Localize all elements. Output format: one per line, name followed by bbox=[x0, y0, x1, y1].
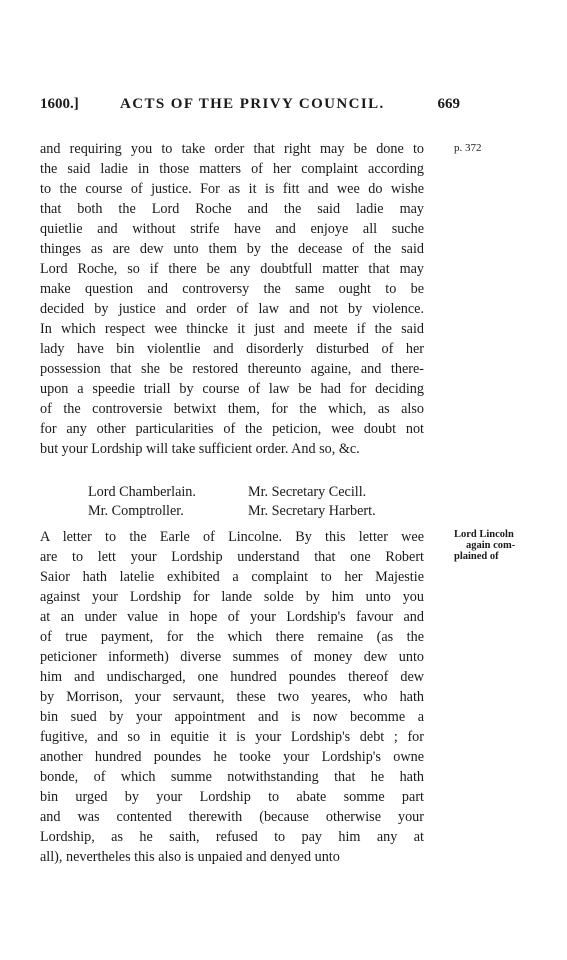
signatories bbox=[88, 483, 376, 521]
text-line: make question and controversy the same ought to be bbox=[40, 281, 424, 297]
text-line: all), nevertheles this also is unpaied and denyed unto bbox=[40, 849, 340, 865]
margin-note-line: plained of bbox=[454, 551, 499, 562]
text-line: Lord Roche, so if there be any doubtfull matter that may bbox=[40, 261, 424, 277]
running-header bbox=[40, 96, 460, 116]
text-line: and was contented therewith (because otherwise your bbox=[40, 809, 424, 825]
header-year: 1600.] bbox=[40, 96, 79, 112]
margin-note-line: again com- bbox=[466, 540, 516, 551]
text-line: of true payment, for the which there remaine (as the bbox=[40, 629, 424, 645]
text-line: fugitive, and so in equitie it is your Lordship's debt ; for bbox=[40, 729, 424, 745]
text-line: In which respect wee thincke it just and meete if the said bbox=[40, 321, 424, 337]
text-line: at an under value in hope of your Lordship's favour and bbox=[40, 609, 424, 625]
signatory: Lord Chamberlain. bbox=[88, 484, 196, 500]
text-line: and requiring you to take order that right may be done to bbox=[40, 141, 424, 157]
text-line: him and undischarged, one hundred poundes thereof dew bbox=[40, 669, 424, 685]
paragraph-roche-letter bbox=[40, 139, 424, 459]
text-line: are to lett your Lordship understand that one Robert bbox=[40, 549, 424, 565]
text-line: bonde, of which summe notwithstanding that he hath bbox=[40, 769, 424, 785]
signatory: Mr. Secretary Harbert. bbox=[248, 503, 376, 519]
text-line: peticioner informeth) diverse summes of money dew unto bbox=[40, 649, 424, 665]
text-line: thinges as are dew unto them by the decease of the said bbox=[40, 241, 424, 257]
text-line: that both the Lord Roche and the said ladie may bbox=[40, 201, 424, 217]
text-line: the said ladie in those matters of her complaint according bbox=[40, 161, 424, 177]
text-line: to the course of justice. For as it is fitt and wee do wishe bbox=[40, 181, 424, 197]
text-line: Saior hath latelie exhibited a complaint to her Majestie bbox=[40, 569, 424, 585]
text-line: bin urged by your Lordship to abate somme part bbox=[40, 789, 424, 805]
margin-note-lincoln bbox=[454, 529, 515, 562]
signatory-row bbox=[88, 483, 376, 502]
text-line: possession that she be restored thereunto againe, and there- bbox=[40, 361, 424, 377]
signatory: Mr. Comptroller. bbox=[88, 503, 184, 519]
text-line: quietlie and without strife have and enjoye all suche bbox=[40, 221, 424, 237]
page-number: 669 bbox=[437, 96, 460, 112]
text-line: for any other particularities of the peticion, wee doubt not bbox=[40, 421, 424, 437]
text-line: bin sued by your appointment and is now becomme a bbox=[40, 709, 424, 725]
margin-page-reference: p. 372 bbox=[454, 142, 482, 154]
text-line: by Morrison, your servaunt, these two yeares, who hath bbox=[40, 689, 424, 705]
text-line: another hundred poundes he tooke your Lordship's owne bbox=[40, 749, 424, 765]
text-line: Lordship, as he saith, refused to pay him any at bbox=[40, 829, 424, 845]
text-line: lady have bin violentlie and disorderly disturbed of her bbox=[40, 341, 424, 357]
paragraph-lincoln-letter bbox=[40, 527, 424, 867]
text-line: upon a speedie triall by course of law be had for deciding bbox=[40, 381, 424, 397]
text-line: against your Lordship for lande solde by him unto you bbox=[40, 589, 424, 605]
text-line: of the controversie betwixt them, for the which, as also bbox=[40, 401, 424, 417]
signatory: Mr. Secretary Cecill. bbox=[248, 484, 367, 500]
text-line: decided by justice and order of law and not by violence. bbox=[40, 301, 424, 317]
signatory-row bbox=[88, 502, 376, 521]
header-title: ACTS OF THE PRIVY COUNCIL. bbox=[120, 96, 385, 112]
text-line: but your Lordship will take sufficient order. And so, &c. bbox=[40, 441, 360, 457]
text-line: A letter to the Earle of Lincolne. By this letter wee bbox=[40, 529, 424, 545]
margin-note-line: Lord Lincoln bbox=[454, 529, 514, 540]
